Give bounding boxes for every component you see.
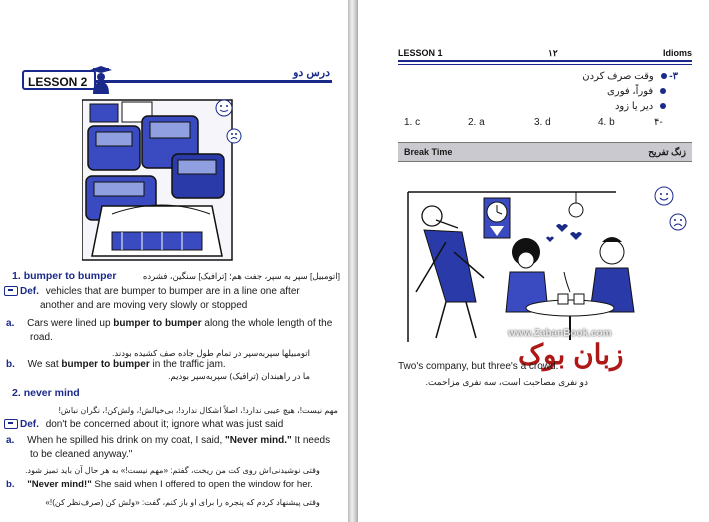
bullet-icon [660,88,666,94]
bullet-icon [661,73,667,79]
lesson-rule [96,80,332,83]
break-time-bar [398,142,692,162]
exercise-option-2: فوراً، فوری [558,85,666,98]
proverb-fa: دو نفری مصاحبت است، سه نفری مزاحمت. [425,377,588,387]
header-rule [398,60,692,62]
entry-2-translation: مهم نیست!، هیچ عیبی ندارد!، اصلاً اشکال ندارد!، بی‌خیالش!، ولش‌کن!، نگران نباش! [58,406,338,415]
break-title-fa: زنگ تفریح [648,147,686,157]
entry-2-example-b-fa: وقتی پیشنهاد کردم که پنجره را برای او باز کنم، گفت: «ولش کن (صرف‌نظر کن)!» [45,498,320,507]
lesson-badge [22,70,96,90]
proverb-en: Two's company, but three's a crowd. [398,361,559,372]
left-page [0,0,350,522]
header-title: Idioms [662,48,692,58]
entry-1-definition-line2: another and are moving very slowly or stopped [40,300,248,311]
watermark-url: www.ZabanBook.com [508,328,612,339]
entry-2-example-a-line2: to be cleaned anyway." [30,449,133,460]
entry-1-example-b: b. We sat bumper to bumper in the traffic jam. [6,359,226,370]
definition-icon [4,419,18,429]
lesson-badge-label: LESSON 2 [28,75,88,89]
exercise-option-3: دیر یا زود [558,100,666,113]
entry-2-definition: Def. don't be concerned about it; ignore what was just said [4,418,283,431]
cafe-cartoon-illustration [406,182,696,342]
entry-2-example-a: a. When he spilled his drink on my coat, I said, "Never mind." It needs [6,435,331,446]
traffic-jam-illustration [82,96,242,264]
entry-1-translation: [اتومبیل] سپر به سپر، جفت هم؛ [ترافیک] سنگین، فشرده [142,271,340,281]
header-lesson: LESSON 1 [398,48,443,58]
entry-2-example-b: b. "Never mind!" She said when I offered to open the window for her. [6,479,313,490]
entry-1-example-a: a. Cars were lined up bumper to bumper along the whole length of the [6,318,333,329]
definition-icon [4,286,18,296]
entry-1-headword: 1. bumper to bumper [12,270,117,282]
answer-2: 2. a [468,117,485,128]
break-title-en: Break Time [404,147,453,157]
bullet-icon [660,103,666,109]
book-spine [348,0,358,522]
entry-1-definition: Def. vehicles that are bumper to bumper are in a line one after [4,285,300,298]
entry-2-example-a-fa: وقتی نوشیدنی‌اش روی کت من ریخت، گفتم: «مهم نیست!» به هر حال آن باید تمیز شود. [25,466,320,475]
answer-4: 4. b [598,117,615,128]
header-rule-thin [398,64,692,65]
answer-1: 1. c [404,117,421,128]
entry-1-example-a-fa: اتومبیلها سپربه‌سپر در تمام طول جاده صف کشیده بودند. [112,348,310,358]
entry-2-headword: 2. never mind [12,387,80,399]
entry-1-example-b-fa: ما در راهبندان (ترافیک) سپربه‌سپر بودیم. [168,371,310,381]
watermark-logo: زبان بوک [518,339,624,370]
entry-1-example-a-line2: road. [30,332,53,343]
exercise-option-1: ۳- وقت صرف کردن [582,71,678,82]
page-number: ۱۲ [548,48,558,58]
lesson-title-fa: درس دو [293,67,330,79]
right-page [358,0,709,522]
exercise-4-number: ۴- [654,117,663,128]
answer-3: 3. d [534,117,551,128]
